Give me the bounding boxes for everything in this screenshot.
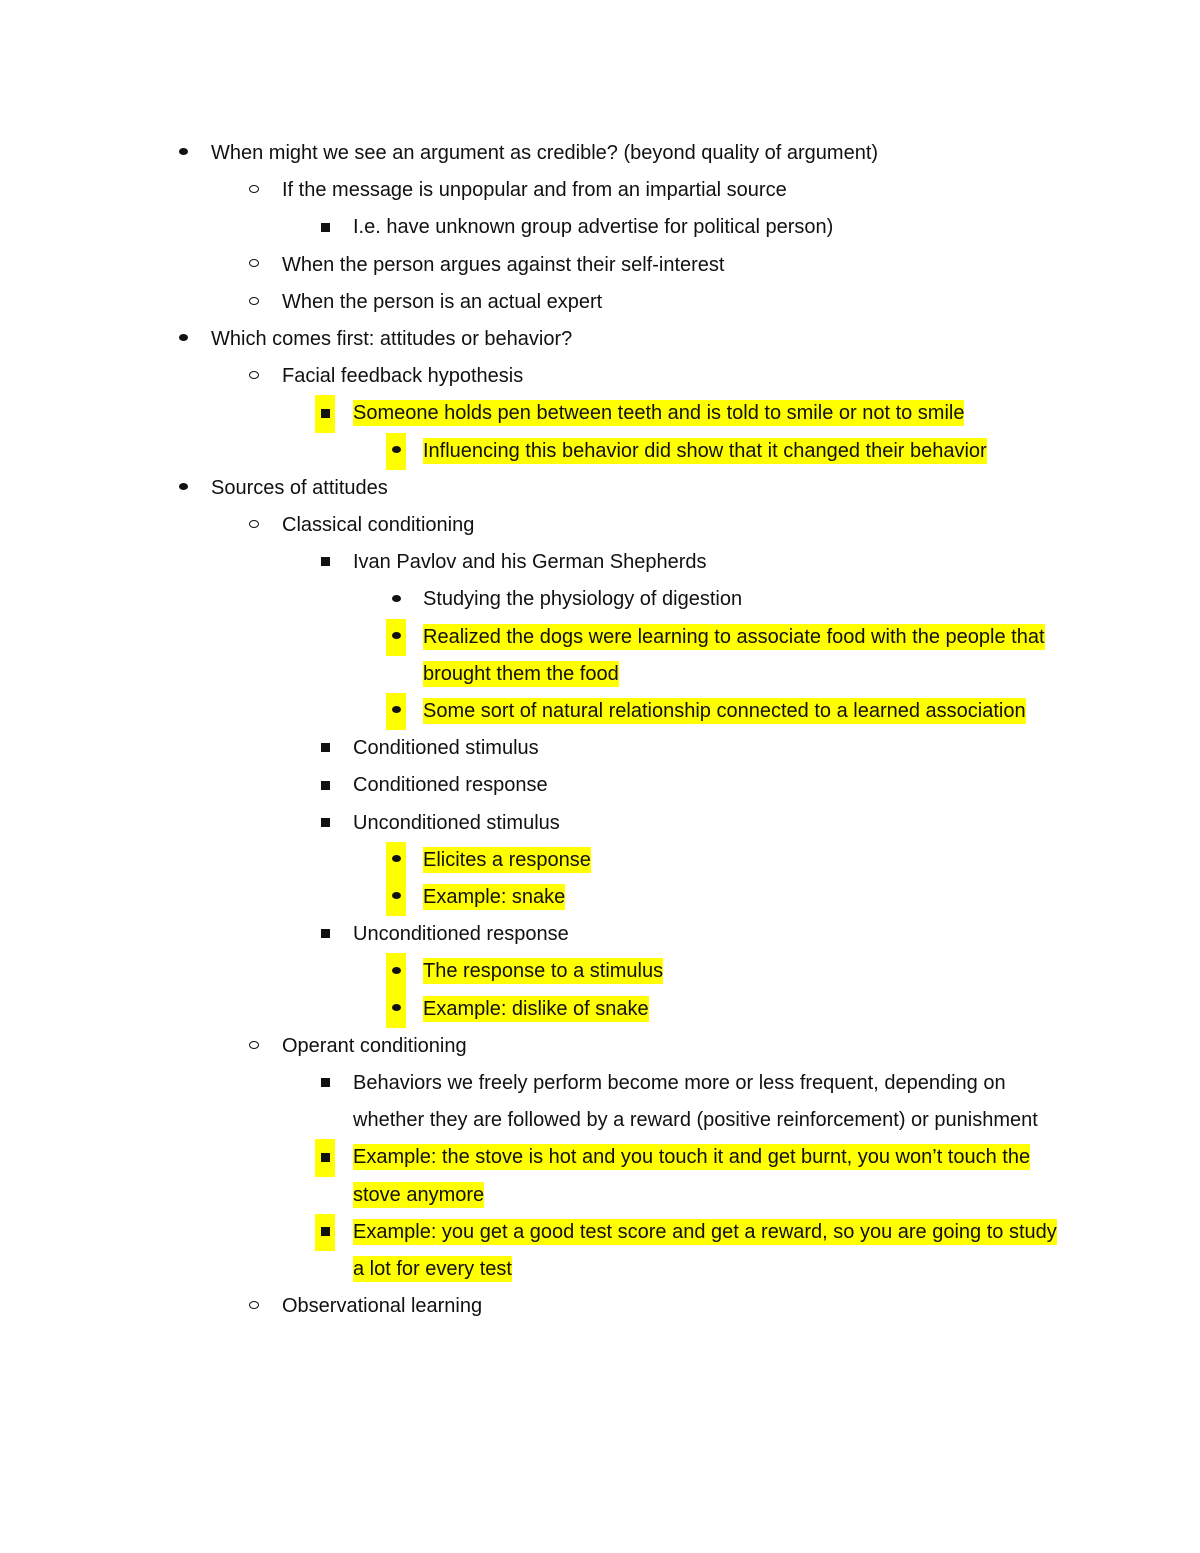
square-icon <box>315 1214 335 1251</box>
list-item-text: Facial feedback hypothesis <box>282 365 524 388</box>
square-icon <box>315 767 335 804</box>
list-item-text: Unconditioned stimulus <box>353 811 560 834</box>
list-item-highlighted <box>0 1214 1200 1288</box>
list-item <box>0 1028 1200 1065</box>
list-item-text: Some sort of natural relationship connected to a learned association <box>423 700 1026 723</box>
disc-icon <box>173 321 193 358</box>
list-item-text: When the person is an actual expert <box>282 290 603 313</box>
square-icon <box>315 1139 335 1176</box>
circle-icon <box>244 172 264 209</box>
disc-icon <box>386 619 406 656</box>
list-item-text: Elicites a response <box>423 848 591 871</box>
disc-icon <box>386 842 406 879</box>
list-item <box>0 247 1200 284</box>
square-icon <box>315 1065 335 1102</box>
list-item <box>0 544 1200 581</box>
list-item <box>0 916 1200 953</box>
list-item <box>0 805 1200 842</box>
list-item-text: Ivan Pavlov and his German Shepherds <box>353 551 707 574</box>
list-item <box>0 321 1200 358</box>
disc-icon <box>386 991 406 1028</box>
disc-icon <box>386 433 406 470</box>
list-item <box>0 358 1200 395</box>
list-item-text: Observational learning <box>282 1295 483 1318</box>
list-item <box>0 730 1200 767</box>
disc-icon <box>386 693 406 730</box>
list-item-text: Conditioned stimulus <box>353 737 539 760</box>
list-item <box>0 1065 1200 1139</box>
circle-icon <box>244 247 264 284</box>
circle-icon <box>244 284 264 321</box>
list-item-text: Realized the dogs were learning to associate food with the people that brought them the food <box>423 625 1045 685</box>
disc-icon <box>386 879 406 916</box>
list-item <box>0 209 1200 246</box>
list-item-text: When the person argues against their self-interest <box>282 253 725 276</box>
list-item <box>0 172 1200 209</box>
disc-icon <box>386 953 406 990</box>
square-icon <box>315 544 335 581</box>
square-icon <box>315 395 335 432</box>
list-item-highlighted <box>0 433 1200 470</box>
circle-icon <box>244 1028 264 1065</box>
square-icon <box>315 209 335 246</box>
list-item-highlighted <box>0 953 1200 990</box>
list-item <box>0 507 1200 544</box>
list-item-text: Behaviors we freely perform become more or less frequent, depending on whether they are followed by a reward (positive reinforcement) or punishment <box>353 1072 1038 1132</box>
notes-outline <box>0 135 1200 1326</box>
list-item-text: If the message is unpopular and from an impartial source <box>282 179 787 202</box>
list-item <box>0 581 1200 618</box>
list-item-text: Example: you get a good test score and get a reward, so you are going to study a lot for every test <box>353 1220 1057 1281</box>
square-icon <box>315 805 335 842</box>
square-icon <box>315 916 335 953</box>
disc-icon <box>173 470 193 507</box>
list-item-text: I.e. have unknown group advertise for political person) <box>353 216 834 239</box>
circle-icon <box>244 507 264 544</box>
list-item-text: Influencing this behavior did show that it changed their behavior <box>423 439 987 462</box>
list-item-text: Unconditioned response <box>353 923 569 946</box>
list-item-text: Classical conditioning <box>282 514 475 537</box>
list-item-highlighted <box>0 1139 1200 1213</box>
circle-icon <box>244 1288 264 1325</box>
list-item-text: Operant conditioning <box>282 1034 467 1057</box>
disc-icon <box>173 135 193 172</box>
list-item-text: Someone holds pen between teeth and is told to smile or not to smile <box>353 402 965 425</box>
list-item <box>0 284 1200 321</box>
disc-icon <box>386 581 406 618</box>
list-item-highlighted <box>0 842 1200 879</box>
list-item-text: Example: snake <box>423 886 566 909</box>
list-item <box>0 1288 1200 1325</box>
list-item-text: Example: dislike of snake <box>423 997 649 1020</box>
list-item-text: Sources of attitudes <box>211 476 388 499</box>
list-item-highlighted <box>0 693 1200 730</box>
list-item-text: Studying the physiology of digestion <box>423 588 743 611</box>
list-item-highlighted <box>0 991 1200 1028</box>
list-item-highlighted <box>0 879 1200 916</box>
list-item-highlighted <box>0 619 1200 693</box>
list-item <box>0 135 1200 172</box>
list-item <box>0 470 1200 507</box>
list-item-text: The response to a stimulus <box>423 960 664 983</box>
list-item-text: Conditioned response <box>353 774 548 797</box>
square-icon <box>315 730 335 767</box>
list-item-text: Which comes first: attitudes or behavior? <box>211 328 573 351</box>
list-item-text: When might we see an argument as credible? (beyond quality of argument) <box>211 142 879 164</box>
circle-icon <box>244 358 264 395</box>
list-item-text: Example: the stove is hot and you touch it and get burnt, you won’t touch the stove anymore <box>353 1146 1031 1206</box>
list-item <box>0 767 1200 804</box>
list-item-highlighted <box>0 395 1200 432</box>
